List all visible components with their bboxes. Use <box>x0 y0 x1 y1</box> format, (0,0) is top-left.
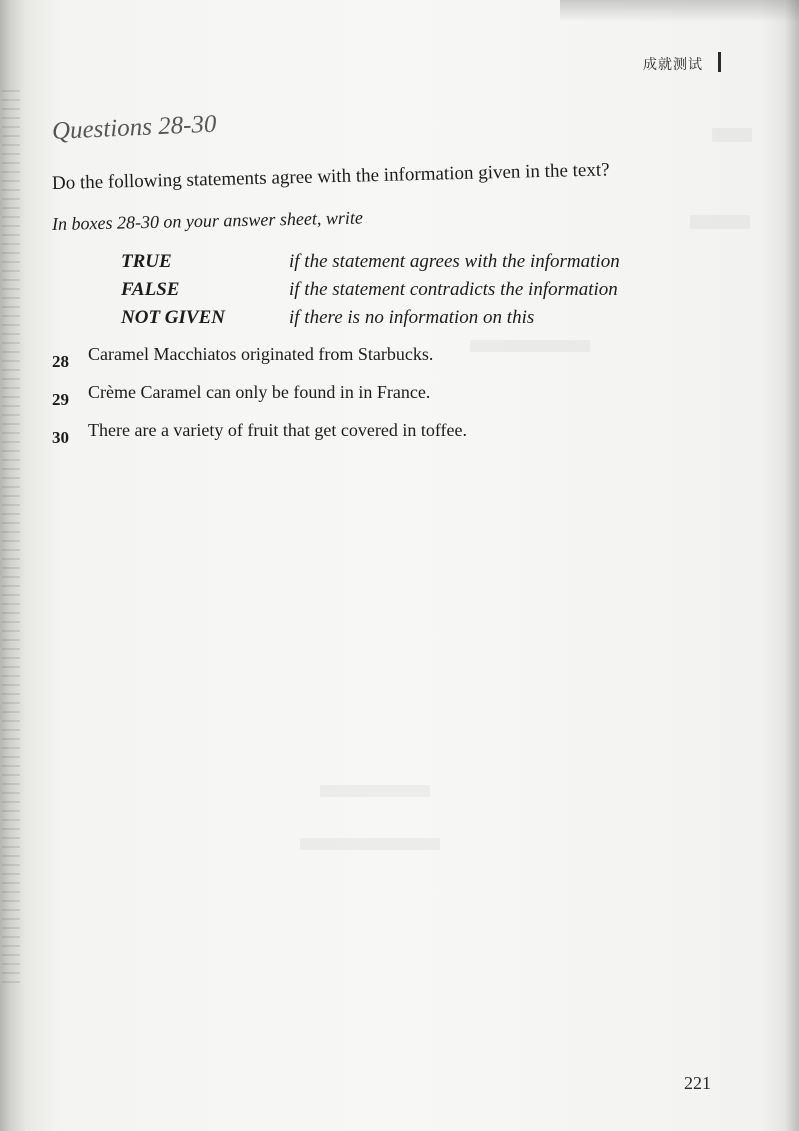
section-tag: 成就测试 <box>643 57 703 73</box>
instruction-text: Do the following statements agree with the information given in the text? <box>51 159 610 194</box>
page-edge-shadow <box>785 0 799 1131</box>
question-number: 29 <box>52 390 69 409</box>
question-item <box>52 420 652 458</box>
bleed-through-mark <box>712 128 752 142</box>
legend-key: NOT GIVEN <box>121 307 225 328</box>
question-statement: Caramel Macchiatos originated from Starbucks. <box>88 344 434 364</box>
legend-row <box>121 251 681 279</box>
legend-key: TRUE <box>121 251 172 272</box>
legend-description: if the statement contradicts the information <box>289 279 618 300</box>
question-number: 30 <box>52 428 69 447</box>
question-statement: There are a variety of fruit that get covered in toffee. <box>88 420 467 440</box>
bleed-through-mark <box>320 785 430 797</box>
question-statement: Crème Caramel can only be found in in France. <box>88 382 431 402</box>
header-divider <box>718 52 721 72</box>
legend-description: if there is no information on this <box>289 307 535 328</box>
book-spine <box>0 0 26 1131</box>
legend-row <box>121 279 681 307</box>
bleed-through-mark <box>300 838 440 850</box>
question-item <box>52 344 652 382</box>
legend-key: FALSE <box>121 279 180 300</box>
question-list <box>52 344 652 458</box>
page-number: 221 <box>684 1073 711 1093</box>
bleed-through-mark <box>690 215 750 229</box>
instruction-subtext: In boxes 28-30 on your answer sheet, write <box>51 207 364 234</box>
legend-row <box>121 307 681 335</box>
questions-title: Questions 28-30 <box>51 110 217 145</box>
legend-description: if the statement agrees with the information <box>289 251 620 272</box>
question-item <box>52 382 652 420</box>
answer-legend <box>121 251 681 335</box>
bleed-through-text <box>2 90 20 990</box>
page-shadow <box>560 0 799 22</box>
question-number: 28 <box>52 352 69 371</box>
